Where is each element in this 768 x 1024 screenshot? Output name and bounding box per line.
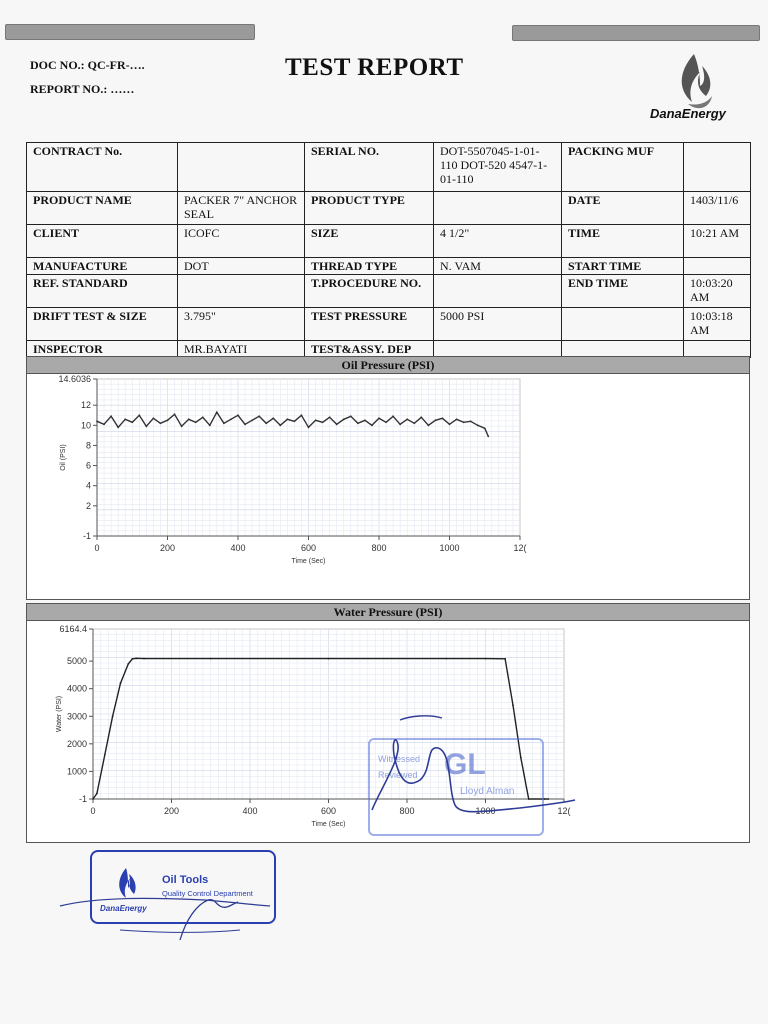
manufacture-label: MANUFACTURE <box>27 258 178 275</box>
oil-data-point <box>343 418 345 420</box>
oil-data-point <box>487 435 489 437</box>
water-x-tick-label: 12( <box>557 806 571 816</box>
water-y-tick-label: 3000 <box>66 711 87 722</box>
water-x-tick-label: 200 <box>163 806 180 816</box>
oil-pressure-chart <box>27 374 749 599</box>
test-dep-label: TEST&ASSY. DEP <box>305 341 434 358</box>
oil-data-point <box>223 422 225 424</box>
inspector-value: MR.BAYATI <box>178 341 305 358</box>
oil-data-point <box>117 426 119 428</box>
date-value: 1403/11/6 <box>684 192 751 225</box>
oil-y-tick-label: 6 <box>85 460 91 471</box>
lloyd-name: Lloyd Alman <box>460 786 515 797</box>
oil-y-tick-label: 2 <box>85 500 91 511</box>
water-data-point <box>92 798 94 800</box>
water-data-point <box>96 793 98 795</box>
size-value: 4 1/2" <box>434 225 562 258</box>
oil-data-point <box>110 415 112 417</box>
water-data-point <box>131 658 133 660</box>
oil-data-point <box>265 422 267 424</box>
oil-data-point <box>435 419 437 421</box>
oil-pressure-header: Oil Pressure (PSI) <box>27 357 749 374</box>
oil-data-point <box>258 415 260 417</box>
oil-data-point <box>364 419 366 421</box>
oil-x-tick-label: 200 <box>159 543 176 553</box>
oil-data-point <box>350 415 352 417</box>
product-type-label: PRODUCT TYPE <box>305 192 434 225</box>
stamp-line1: Oil Tools <box>162 874 209 886</box>
oil-x-tick-label: 400 <box>230 543 246 553</box>
water-y-tick-label: 5000 <box>66 656 87 667</box>
oil-data-point <box>124 418 126 420</box>
oil-data-point <box>378 417 380 419</box>
client-label: CLIENT <box>27 225 178 258</box>
oil-data-point <box>286 418 288 420</box>
extra-label-cell <box>562 308 684 341</box>
end-time-label: END TIME <box>562 275 684 308</box>
empty-cell-b <box>684 341 751 358</box>
oil-grid <box>97 379 520 536</box>
procedure-value <box>434 275 562 308</box>
oil-data-point <box>160 422 162 424</box>
water-y-tick-label: 1000 <box>66 766 87 777</box>
oil-data-point <box>244 423 246 425</box>
product-name-value: PACKER 7" ANCHOR SEAL <box>178 192 305 225</box>
oil-data-point <box>456 418 458 420</box>
oil-data-point <box>371 424 373 426</box>
report-title: TEST REPORT <box>285 54 464 81</box>
oil-y-tick-label: 8 <box>85 440 91 451</box>
contract-value <box>178 143 305 192</box>
brand-name: DanaEnergy <box>650 106 726 121</box>
stamp-flame-icon <box>112 866 142 906</box>
inspector-label: INSPECTOR <box>27 341 178 358</box>
empty-cell-a <box>562 341 684 358</box>
oil-data-point <box>174 413 176 415</box>
oil-x-axis-label: Time (Sec) <box>291 558 326 565</box>
ref-standard-value <box>178 275 305 308</box>
water-data-point <box>127 663 129 665</box>
product-type-value <box>434 192 562 225</box>
oil-y-tick-label: 14.6036 <box>58 374 91 384</box>
oil-data-point <box>442 417 444 419</box>
oil-data-point <box>216 411 218 413</box>
serial-value: DOT-5507045-1-01-110 DOT-520 4547-1-01-110 <box>434 143 562 192</box>
serial-label: SERIAL NO. <box>305 143 434 192</box>
oil-data-point <box>138 414 140 416</box>
oil-data-point <box>336 423 338 425</box>
water-data-point <box>504 658 506 660</box>
oil-y-tick-label: 4 <box>85 480 91 491</box>
doc-number: DOC NO.: QC-FR-…. <box>30 58 145 72</box>
oil-data-point <box>470 420 472 422</box>
water-data-point <box>512 704 514 706</box>
packing-label: PACKING MUF <box>562 143 684 192</box>
water-x-tick-label: 800 <box>399 806 415 816</box>
water-data-point <box>485 658 487 660</box>
oil-data-point <box>420 416 422 418</box>
water-data-point <box>135 657 137 659</box>
water-data-point <box>112 715 114 717</box>
test-dep-value <box>434 341 562 358</box>
oil-data-point <box>145 425 147 427</box>
drift-test-label: DRIFT TEST & SIZE <box>27 308 178 341</box>
product-name-label: PRODUCT NAME <box>27 192 178 225</box>
report-number: REPORT NO.: …… <box>30 82 135 96</box>
top-right-bar <box>512 25 760 41</box>
water-data-point <box>547 798 549 800</box>
oil-y-tick-label: -1 <box>82 531 91 541</box>
oil-data-point <box>96 420 98 422</box>
oil-x-tick-label: 1000 <box>439 543 460 553</box>
oil-data-point <box>484 427 486 429</box>
start-time-label: START TIME <box>562 258 684 275</box>
oil-data-point <box>131 421 133 423</box>
oil-data-point <box>251 419 253 421</box>
time-value: 10:21 AM <box>684 225 751 258</box>
oil-data-point <box>463 421 465 423</box>
water-data-point <box>104 754 106 756</box>
lloyd-reviewed: Reviewed <box>378 770 418 780</box>
oil-data-point <box>315 419 317 421</box>
thread-type-value: N. VAM <box>434 258 562 275</box>
oil-data-point <box>272 417 274 419</box>
oil-data-point <box>477 424 479 426</box>
water-data-point <box>445 658 447 660</box>
oil-data-point <box>301 414 303 416</box>
thread-type-label: THREAD TYPE <box>305 258 434 275</box>
stamp-brand: DanaEnergy <box>100 904 147 913</box>
extra-time-value: 10:03:18 AM <box>684 308 751 341</box>
oil-data-point <box>399 423 401 425</box>
top-left-bar <box>5 24 255 40</box>
oil-data-point <box>413 422 415 424</box>
oil-data-point <box>103 423 105 425</box>
oil-data-point <box>181 425 183 427</box>
water-data-point <box>210 658 212 660</box>
water-data-point <box>328 658 330 660</box>
size-label: SIZE <box>305 225 434 258</box>
oil-data-point <box>195 421 197 423</box>
contract-label: CONTRACT No. <box>27 143 178 192</box>
oil-data-point <box>230 418 232 420</box>
water-y-tick-label: -1 <box>78 794 87 804</box>
oil-x-tick-label: 800 <box>371 543 387 553</box>
oil-data-point <box>427 424 429 426</box>
water-data-point <box>120 682 122 684</box>
oil-data-point <box>202 416 204 418</box>
oil-data-point <box>209 424 211 426</box>
oil-data-point <box>294 420 296 422</box>
oil-data-point <box>188 418 190 420</box>
water-y-axis-label: Water (PSI) <box>56 695 63 733</box>
info-table <box>26 142 751 358</box>
oil-x-tick-label: 0 <box>94 543 100 553</box>
test-pressure-label: TEST PRESSURE <box>305 308 434 341</box>
manufacture-value: DOT <box>178 258 305 275</box>
oil-data-point <box>308 426 310 428</box>
water-y-tick-label: 6164.4 <box>59 624 87 634</box>
test-pressure-value: 5000 PSI <box>434 308 562 341</box>
lloyd-logo: GL <box>444 748 486 781</box>
end-time-value: 10:03:20 AM <box>684 275 751 308</box>
water-x-tick-label: 0 <box>90 806 96 816</box>
ref-standard-label: REF. STANDARD <box>27 275 178 308</box>
water-y-tick-label: 2000 <box>66 738 87 749</box>
oil-data-point <box>167 419 169 421</box>
water-x-tick-label: 400 <box>242 806 258 816</box>
water-x-axis-label: Time (Sec) <box>311 821 346 828</box>
drift-test-value: 3.795" <box>178 308 305 341</box>
oil-data-point <box>406 418 408 420</box>
oil-data-point <box>237 414 239 416</box>
oil-pressure-section <box>26 356 750 600</box>
oil-y-tick-label: 12 <box>80 400 91 411</box>
stamp-line2: Quality Control Department <box>162 889 253 898</box>
water-y-tick-label: 4000 <box>66 683 87 694</box>
oil-data-point <box>153 417 155 419</box>
time-label: TIME <box>562 225 684 258</box>
oil-data-point <box>385 421 387 423</box>
packing-value <box>684 143 751 192</box>
oil-data-point <box>392 415 394 417</box>
oil-data-point <box>449 423 451 425</box>
water-data-point <box>143 658 145 660</box>
date-label: DATE <box>562 192 684 225</box>
start-time-value <box>684 258 751 275</box>
oil-data-point <box>329 416 331 418</box>
oil-data-point <box>357 422 359 424</box>
lloyd-stamp <box>368 738 544 836</box>
oil-y-axis-label: Oil (PSI) <box>60 444 67 471</box>
client-value: ICOFC <box>178 225 305 258</box>
water-x-tick-label: 600 <box>320 806 337 816</box>
water-pressure-header: Water Pressure (PSI) <box>27 604 749 621</box>
procedure-label: T.PROCEDURE NO. <box>305 275 434 308</box>
water-x-tick-label: 1000 <box>475 806 496 816</box>
oil-x-tick-label: 12( <box>513 543 527 553</box>
oil-data-point <box>279 424 281 426</box>
oil-x-tick-label: 600 <box>300 543 317 553</box>
lloyd-witnessed: Witnessed <box>378 754 421 764</box>
oil-data-point <box>322 421 324 423</box>
quality-control-stamp <box>90 850 276 924</box>
oil-y-tick-label: 10 <box>80 420 91 431</box>
